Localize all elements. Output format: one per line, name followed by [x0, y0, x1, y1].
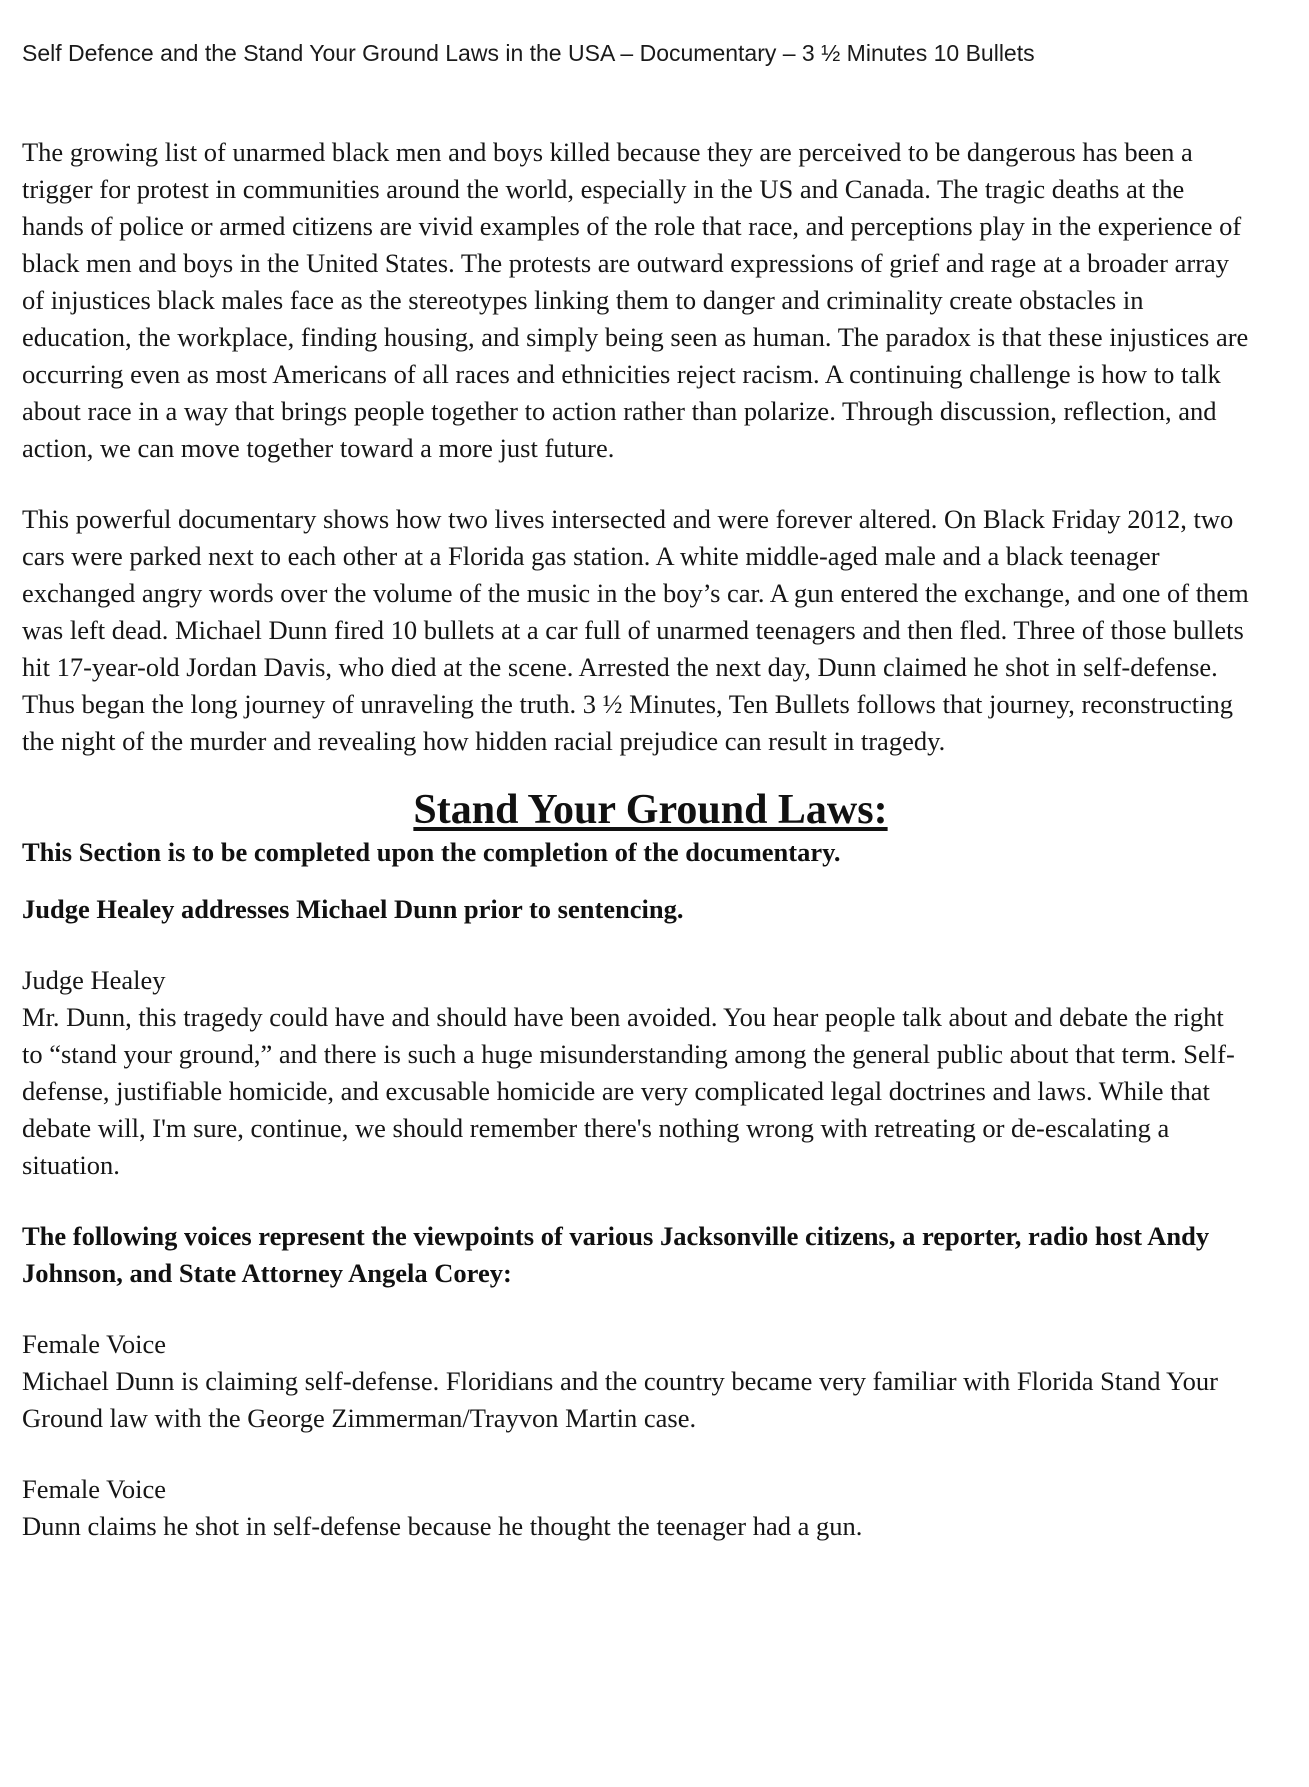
- statement-speaker: Judge Healey: [22, 965, 166, 995]
- statement-text: Dunn claims he shot in self-defense because he thought the teenager had a gun.: [22, 1511, 863, 1541]
- statement-speaker: Female Voice: [22, 1474, 167, 1504]
- statement-judge-healey: [22, 962, 1249, 1184]
- statement-text: Michael Dunn is claiming self-defense. Floridians and the country became very familiar with Florida Stand Your Ground law with the George Zimmerman/Trayvon Martin case.: [22, 1366, 1218, 1433]
- voices-intro: The following voices represent the viewpoints of various Jacksonville citizens, a reporter, radio host Andy Johnson, and State Attorney Angela Corey:: [22, 1221, 1210, 1288]
- section-title: Stand Your Ground Laws:: [413, 787, 888, 833]
- intro-paragraph-2: This powerful documentary shows how two lives intersected and were forever altered. On Black Friday 2012, two cars were parked next to each other at a Florida gas station. A white middle-aged male and a black teenager exchanged angry words over the volume of the music in the boy’s car. A gun entered the exchange, and one of them was left dead. Michael Dunn fired 10 bullets at a car full of unarmed teenagers and then fled. Three of those bullets hit 17-year-old Jordan Davis, who died at the scene. Arrested the next day, Dunn claimed he shot in self-defense. Thus began the long journey of unraveling the truth. 3 ½ Minutes, Ten Bullets follows that journey, reconstructing the night of the murder and revealing how hidden racial prejudice can result in tragedy.: [22, 504, 1249, 756]
- judge-intro: Judge Healey addresses Michael Dunn prior to sentencing.: [22, 894, 684, 924]
- statement-text: Mr. Dunn, this tragedy could have and should have been avoided. You hear people talk about and debate the right to “stand your ground,” and there is such a huge misunderstanding among the general public about that term. Self-defense, justifiable homicide, and excusable homicide are very complicated legal doctrines and laws. While that debate will, I'm sure, continue, we should remember there's nothing wrong with retreating or de-escalating a situation.: [22, 1002, 1235, 1180]
- statement-speaker: Female Voice: [22, 1329, 167, 1359]
- statement-female-voice-2: [22, 1471, 1249, 1545]
- intro-paragraph-1: The growing list of unarmed black men and boys killed because they are perceived to be dangerous has been a trigger for protest in communities around the world, especially in the US and Canada. The tragic deaths at the hands of police or armed citizens are vivid examples of the role that race, and perceptions play in the experience of black men and boys in the United States. The protests are outward expressions of grief and rage at a broader array of injustices black males face as the stereotypes linking them to danger and criminality create obstacles in education, the workplace, finding housing, and simply being seen as human. The paradox is that these injustices are occurring even as most Americans of all races and ethnicities reject racism. A continuing challenge is how to talk about race in a way that brings people together to action rather than polarize. Through discussion, reflection, and action, we can move together toward a more just future.: [22, 137, 1249, 463]
- section-instruction: This Section is to be completed upon the completion of the documentary.: [22, 837, 841, 867]
- statement-female-voice-1: [22, 1326, 1249, 1437]
- document-header-title: Self Defence and the Stand Your Ground Laws in the USA – Documentary – 3 ½ Minutes 10 Bullets: [22, 40, 1035, 66]
